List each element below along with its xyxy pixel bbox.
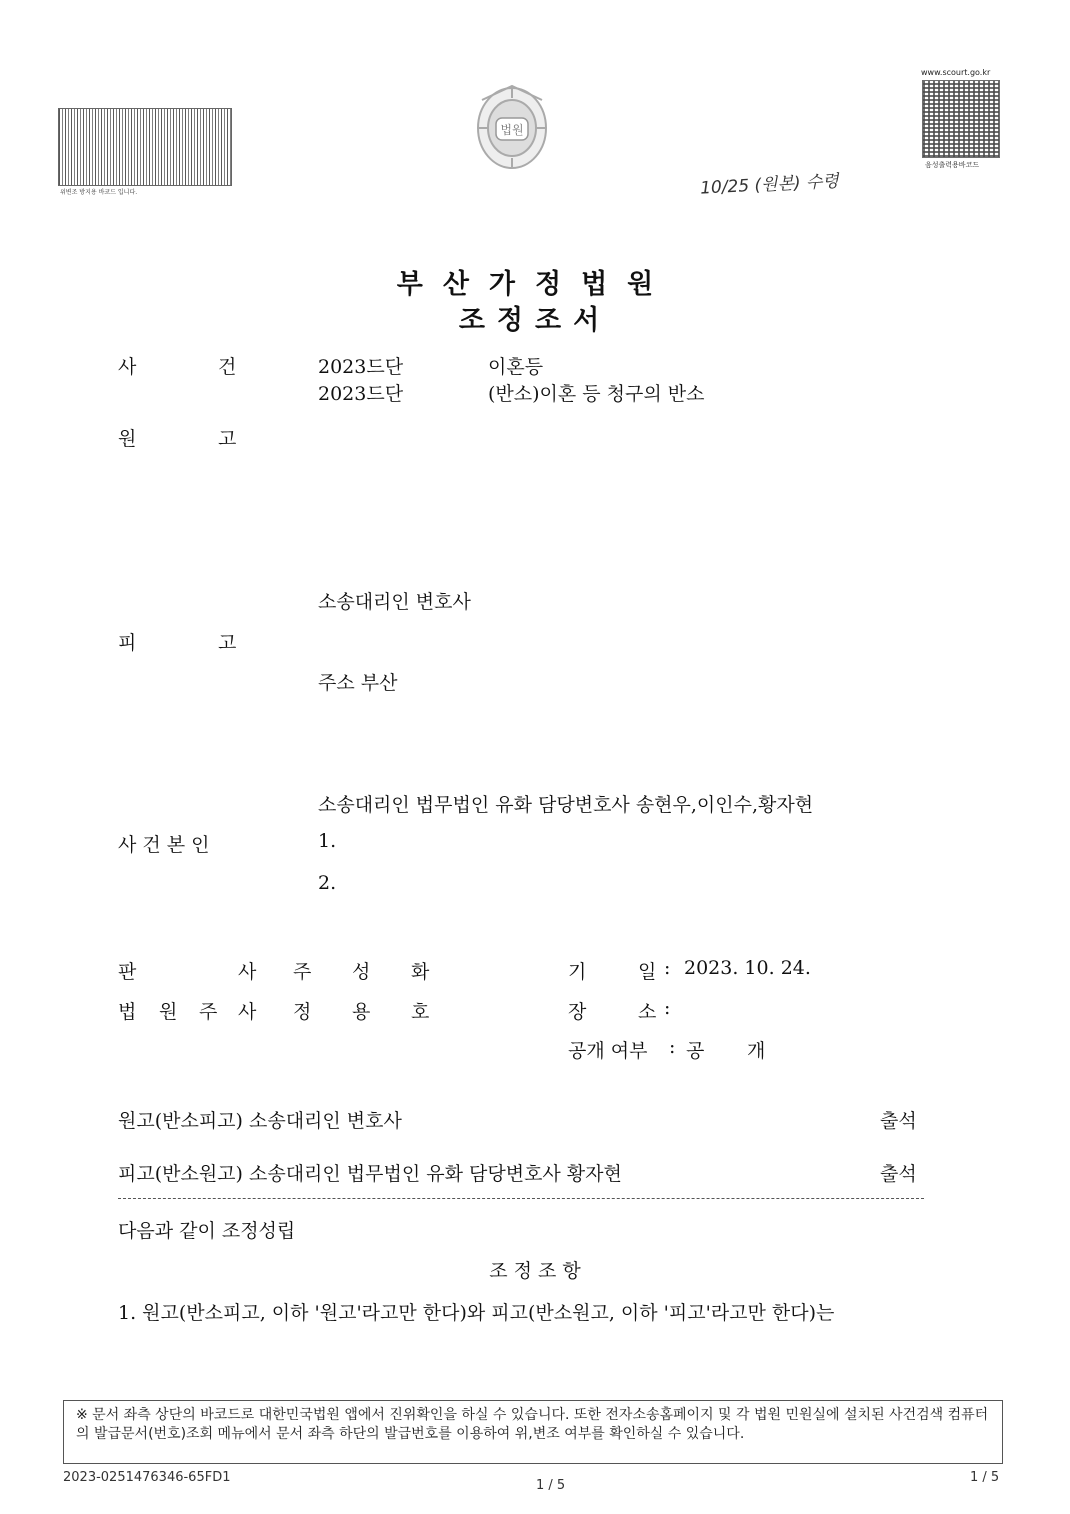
session-date: 2023. 10. 24. bbox=[684, 957, 811, 979]
voice-output-qr-code bbox=[922, 80, 1000, 158]
principals-label: 사 건 본 인 bbox=[118, 834, 210, 856]
verification-barcode bbox=[58, 108, 232, 186]
page-number-right: 1 / 5 bbox=[970, 1470, 1000, 1485]
date-label-char-1: 기 bbox=[568, 961, 587, 983]
case-label-char-1: 사 bbox=[118, 356, 137, 378]
barcode-note: 위변조 방지용 바코드 입니다. bbox=[60, 189, 138, 196]
judge-char: 성 bbox=[352, 961, 371, 983]
qr-url: www.scourt.go.kr bbox=[921, 68, 991, 77]
public-value-char: 공 bbox=[686, 1040, 705, 1062]
place-label-char-2: 소 bbox=[638, 1001, 657, 1023]
public-value-char: 개 bbox=[747, 1040, 766, 1062]
handwritten-receipt-note: 10/25 (원본) 수령 bbox=[699, 171, 840, 199]
verification-notice: ※ 문서 좌측 상단의 바코드로 대한민국법원 앱에서 진위확인을 하실 수 있습니다. 또한 전자소송홈페이지 및 각 법원 민원실에 설치된 사건검색 컴퓨터의 발급문서(번호)조회 메뉴에서 문서 좌측 하단의 발급번호를 이용하여 위,변조 여부를 확인하실 수 있습니다. bbox=[63, 1400, 1003, 1464]
judge-char: 화 bbox=[411, 961, 430, 983]
clerk-char: 원 bbox=[159, 1001, 178, 1023]
judge-char: 사 bbox=[238, 961, 257, 983]
attendance-status: 출석 bbox=[880, 1163, 917, 1185]
plaintiff-label-char-2: 고 bbox=[218, 428, 237, 450]
clerk-char: 용 bbox=[352, 1001, 371, 1023]
case-name: 이혼등 bbox=[488, 356, 544, 378]
public-label: 공개 여부 bbox=[568, 1040, 648, 1062]
attendance-party: 원고(반소피고) 소송대리인 변호사 bbox=[118, 1110, 402, 1132]
clerk-char: 호 bbox=[411, 1001, 430, 1023]
principal-item: 1. bbox=[318, 830, 337, 852]
defendant-counsel: 소송대리인 법무법인 유화 담당변호사 송현우,이인수,황자현 bbox=[318, 794, 814, 816]
date-label-char-2: 일 bbox=[638, 961, 657, 983]
principal-item: 2. bbox=[318, 872, 337, 894]
emblem-text: 법원 bbox=[500, 123, 524, 137]
case-label-char-2: 건 bbox=[218, 356, 237, 378]
place-colon: : bbox=[664, 997, 671, 1019]
qr-note: 음성출력용바코드 bbox=[925, 161, 980, 169]
document-title: 조정조서 bbox=[458, 305, 612, 336]
plaintiff-label-char-1: 원 bbox=[118, 428, 137, 450]
case-number: 2023드단 bbox=[318, 356, 404, 378]
public-colon: : bbox=[669, 1036, 676, 1058]
defendant-label-char-2: 고 bbox=[218, 632, 237, 654]
date-colon: : bbox=[664, 957, 671, 979]
court-emblem-icon bbox=[470, 80, 554, 174]
clerk-char: 주 bbox=[199, 1001, 218, 1023]
judge-label: 판 bbox=[118, 961, 137, 983]
clerk-char: 정 bbox=[293, 1001, 312, 1023]
dashed-divider bbox=[118, 1198, 924, 1199]
court-name-title: 부산가정법원 bbox=[396, 269, 674, 300]
judge-char: 주 bbox=[293, 961, 312, 983]
attendance-status: 출석 bbox=[880, 1110, 917, 1132]
defendant-address: 주소 부산 bbox=[318, 672, 398, 694]
place-label-char-1: 장 bbox=[568, 1001, 587, 1023]
plaintiff-counsel: 소송대리인 변호사 bbox=[318, 591, 471, 613]
attendance-party: 피고(반소원고) 소송대리인 법무법인 유화 담당변호사 황자현 bbox=[118, 1163, 622, 1185]
case-name: (반소)이혼 등 청구의 반소 bbox=[488, 383, 705, 405]
clerk-char: 법 bbox=[118, 1001, 137, 1023]
settlement-intro: 다음과 같이 조정성립 bbox=[118, 1220, 296, 1242]
clerk-char: 사 bbox=[238, 1001, 257, 1023]
case-number: 2023드단 bbox=[318, 383, 404, 405]
clause-1: 1. 원고(반소피고, 이하 '원고'라고만 한다)와 피고(반소원고, 이하 '피고'라고만 한다)는 bbox=[118, 1302, 835, 1324]
section-title: 조 정 조 항 bbox=[489, 1260, 581, 1282]
defendant-label-char-1: 피 bbox=[118, 632, 137, 654]
issue-number: 2023-0251476346-65FD1 bbox=[63, 1470, 231, 1485]
page-number: 1 / 5 bbox=[536, 1478, 566, 1493]
